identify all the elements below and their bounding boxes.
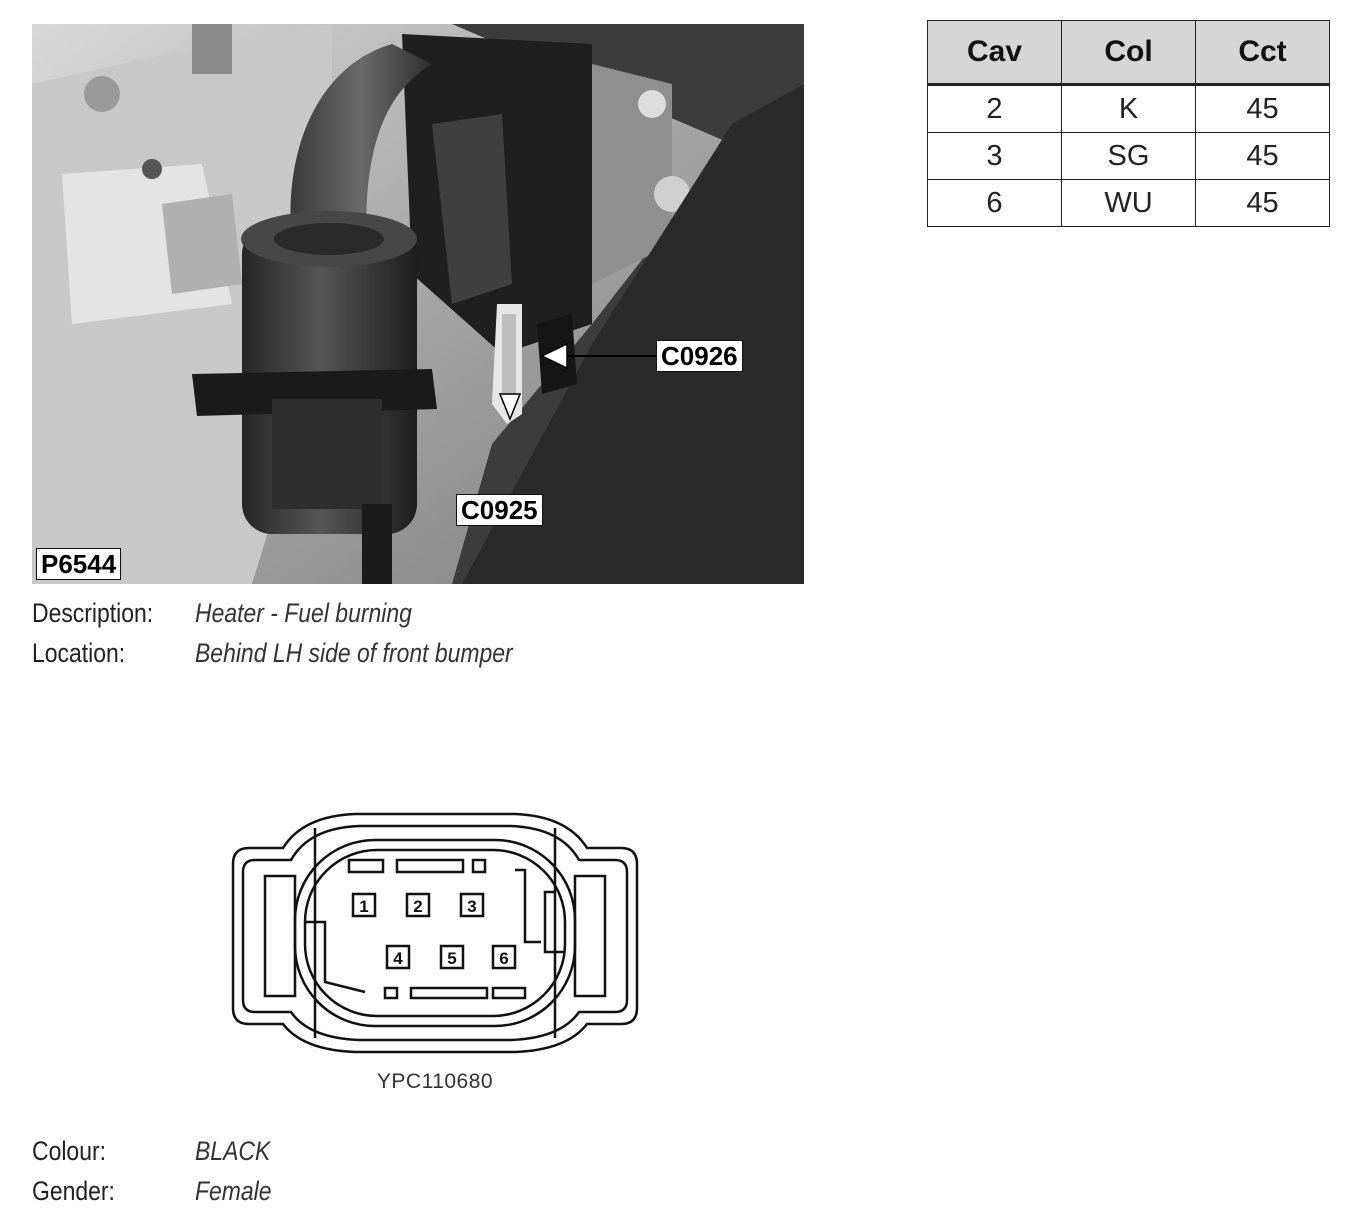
location-value: Behind LH side of front bumper — [195, 638, 513, 668]
colour-label: Colour: — [32, 1136, 106, 1166]
table-header-row — [928, 21, 1330, 85]
gender-label: Gender: — [32, 1176, 115, 1206]
table-row — [928, 85, 1330, 133]
pin-table — [927, 20, 1330, 227]
location-label: Location: — [32, 638, 126, 668]
table-row — [928, 180, 1330, 227]
pin-5-label: 5 — [447, 949, 457, 968]
description-value: Heater - Fuel burning — [195, 598, 412, 628]
component-photo — [32, 24, 804, 584]
connector-face-diagram — [225, 812, 645, 1067]
header-col: Col — [1062, 21, 1196, 85]
description-row — [32, 598, 732, 632]
cell-col: WU — [1062, 180, 1196, 227]
cell-cav: 2 — [928, 85, 1062, 133]
callout-c0925: C0925 — [456, 494, 543, 526]
cell-cav: 6 — [928, 180, 1062, 227]
photo-reference: P6544 — [36, 548, 121, 580]
colour-row — [32, 1136, 532, 1170]
cell-cct: 45 — [1196, 85, 1330, 133]
cell-cav: 3 — [928, 133, 1062, 180]
callout-c0926: C0926 — [656, 340, 743, 372]
gender-row — [32, 1176, 532, 1210]
cell-col: SG — [1062, 133, 1196, 180]
connector-outline — [225, 812, 645, 1062]
pin-1-label: 1 — [359, 897, 369, 916]
cell-cct: 45 — [1196, 133, 1330, 180]
colour-value: BLACK — [195, 1136, 271, 1166]
description-label: Description: — [32, 598, 154, 628]
connector-part-number: YPC110680 — [376, 1070, 494, 1093]
pin-3-label: 3 — [467, 897, 477, 916]
pin-6-label: 6 — [499, 949, 509, 968]
pin-2-label: 2 — [413, 897, 423, 916]
gender-value: Female — [195, 1176, 272, 1206]
header-cav: Cav — [928, 21, 1062, 85]
pin-4-label: 4 — [393, 949, 403, 968]
header-cct: Cct — [1196, 21, 1330, 85]
cell-cct: 45 — [1196, 180, 1330, 227]
photo-illustration — [32, 24, 804, 584]
location-row — [32, 638, 732, 672]
cell-col: K — [1062, 85, 1196, 133]
table-row — [928, 133, 1330, 180]
